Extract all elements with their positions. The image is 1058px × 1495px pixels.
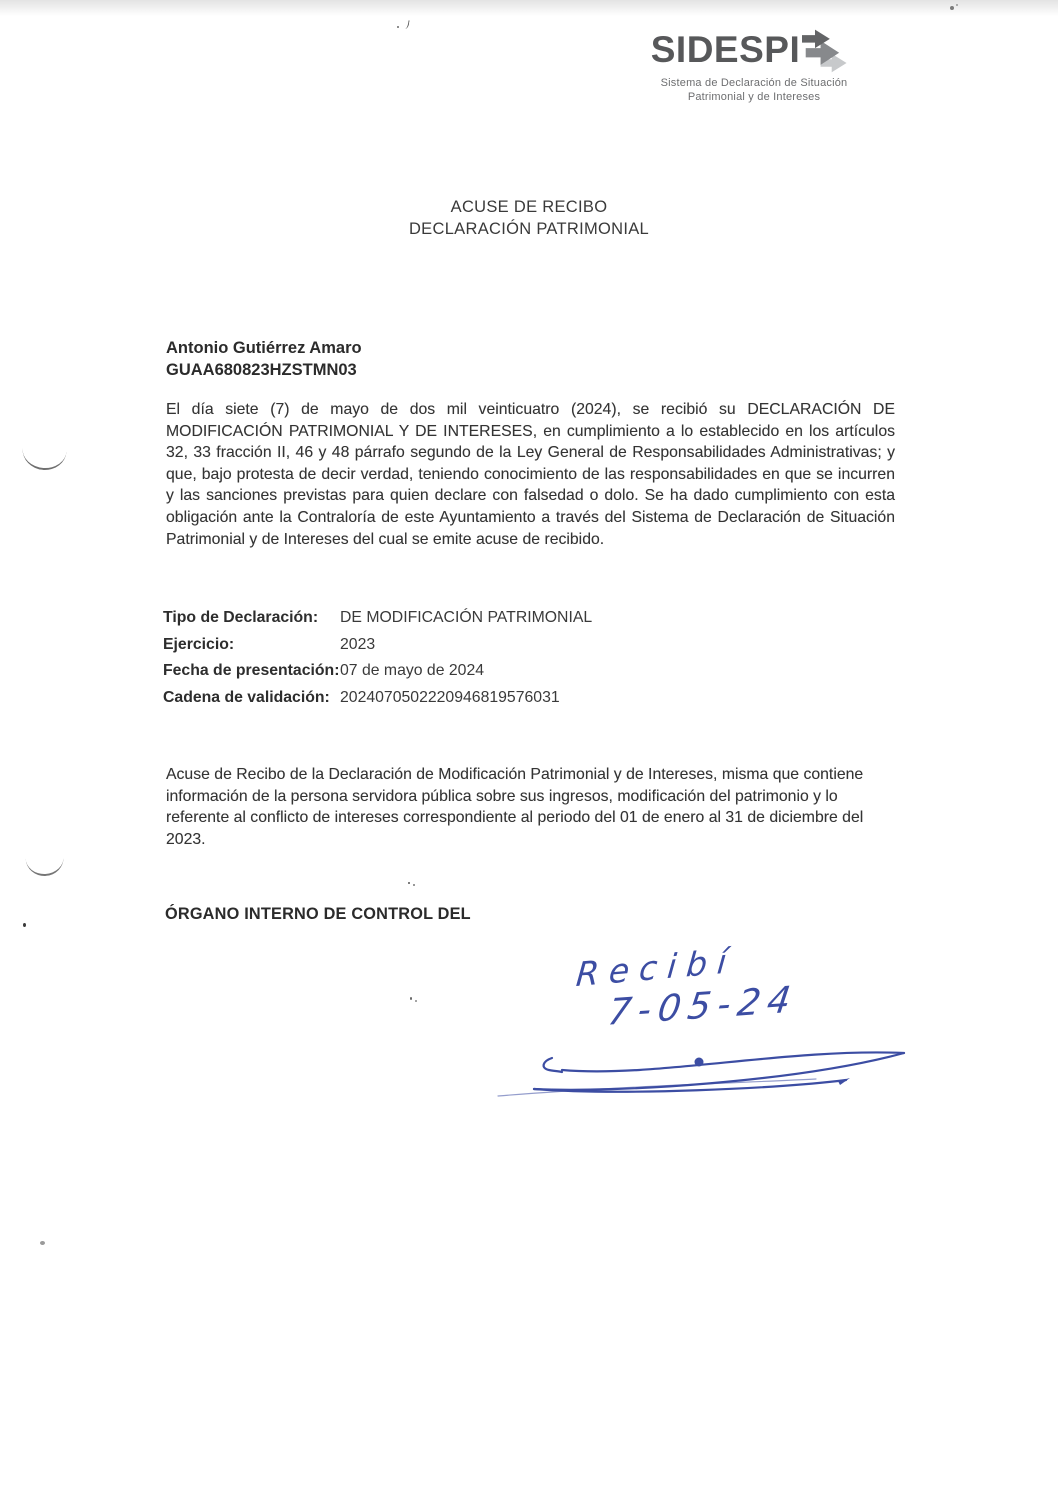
sidespi-logo [630, 24, 878, 104]
scan-artifact-tick [403, 20, 409, 30]
handwritten-signature [486, 1036, 916, 1106]
scan-artifact-arc [26, 855, 65, 877]
internal-control-office-line: ÓRGANO INTERNO DE CONTROL DEL [165, 905, 471, 923]
field-ejercicio [163, 634, 783, 655]
logo-wordmark: SIDESPI [650, 29, 801, 70]
field-tipo-declaracion [163, 607, 783, 628]
scan-artifact-dot [956, 4, 958, 6]
handwritten-received-note: Recibí [574, 940, 739, 995]
scan-artifact-dot [23, 923, 26, 927]
field-cadena-validacion [163, 687, 783, 708]
recipient-name: Antonio Gutiérrez Amaro [166, 339, 362, 357]
scan-artifact-dot [40, 1241, 45, 1245]
document-title [0, 197, 1058, 240]
recipient-block [166, 337, 362, 381]
field-value: DE MODIFICACIÓN PATRIMONIAL [340, 609, 593, 626]
scan-artifact-arc [21, 446, 66, 471]
field-label: Cadena de validación: [163, 688, 330, 706]
logo-tagline-line2: Patrimonial y de Intereses [687, 91, 821, 103]
receipt-paragraph: El día siete (7) de mayo de dos mil veinticuatro (2024), se recibió su DECLARACIÓN DE MODIFICACIÓN PATRIMONIAL Y DE INTERESES, en cumplimiento a lo establecido en los artículos 32, 33 fracción II, 46 y 48 párrafo segundo de la Ley General de Responsabilidades Administrativas; y que, bajo protesta de decir verdad, teniendo conocimiento de las responsabilidades en que se incurren y las sanciones previstas para quien declare con falsedad o dolo. Se ha dado cumplimiento con esta obligación ante la Contraloría de este Ayuntamiento a través del Sistema de Declaración de Situación Patrimonial y de Intereses del cual se emite acuse de recibido. [166, 401, 895, 548]
summary-paragraph: Acuse de Recibo de la Declaración de Modificación Patrimonial y de Intereses, misma que contiene información de la persona servidora pública sobre sus ingresos, modificación del patrimonio y lo referente al conflicto de intereses correspondiente al periodo del 01 de enero al 31 de diciembre del 2023. [166, 766, 864, 849]
scan-artifact-dot [413, 884, 415, 886]
scan-artifact-dot [397, 26, 399, 28]
scan-artifact-dot [950, 6, 954, 10]
field-label: Ejercicio: [163, 635, 235, 653]
scan-shadow [0, 0, 1058, 16]
recipient-curp: GUAA680823HZSTMN03 [166, 361, 357, 379]
field-label: Tipo de Declaración: [163, 609, 319, 626]
logo-tagline-line1: Sistema de Declaración de Situación [660, 77, 848, 89]
field-fecha-presentacion [163, 660, 783, 681]
scan-artifact-dot [408, 882, 410, 884]
handwritten-date: 7-05-24 [605, 979, 801, 1034]
document-title-line2: DECLARACIÓN PATRIMONIAL [408, 219, 650, 238]
field-value: 2023 [340, 635, 376, 653]
scan-artifact-dot [410, 997, 412, 1000]
field-label: Fecha de presentación: [163, 662, 340, 680]
document-title-line1: ACUSE DE RECIBO [450, 198, 608, 216]
field-value: 2024070502220946819576031 [340, 688, 560, 706]
field-value: 07 de mayo de 2024 [340, 662, 485, 680]
declaration-fields [163, 607, 783, 713]
scan-artifact-dot [415, 1000, 417, 1002]
triple-arrow-icon [799, 24, 857, 76]
